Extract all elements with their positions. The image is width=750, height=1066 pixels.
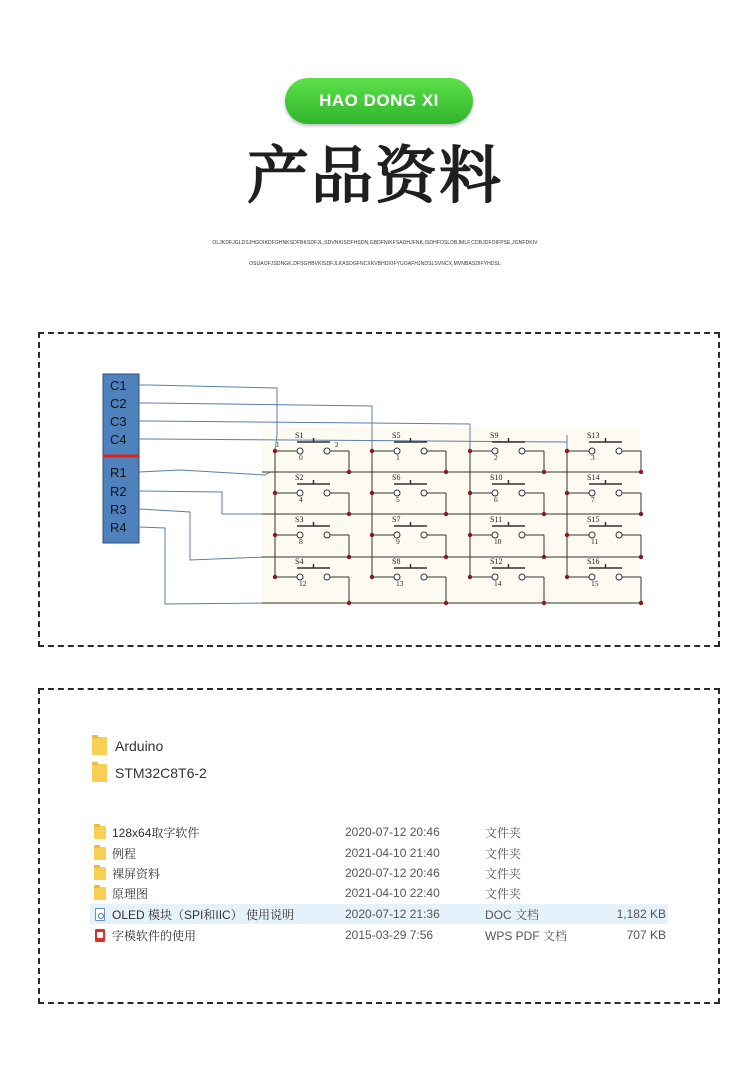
switch-contact: [616, 574, 622, 580]
switch-label: S15: [587, 515, 600, 524]
file-size: 1,182 KB: [616, 907, 666, 921]
switch-contact: [324, 448, 330, 454]
junction-node: [468, 533, 472, 537]
switch-pin-number: 0: [299, 453, 303, 462]
pin-label: 1: [276, 441, 280, 449]
switch-label: S8: [392, 557, 401, 566]
connector-pin-row: R3: [110, 502, 127, 517]
file-type: 文件夹: [485, 886, 522, 901]
connector-pin-col: C1: [110, 378, 127, 393]
switch-pin-number: 10: [494, 537, 502, 546]
folder-icon: [94, 867, 106, 880]
junction-node: [273, 575, 277, 579]
row-wire: [139, 527, 265, 604]
doc-file-icon: [95, 908, 105, 921]
switch-label: S14: [587, 473, 600, 482]
switch-pin-number: 13: [396, 579, 404, 588]
file-name: OLED 模块（SPI和IIC） 使用说明: [112, 907, 295, 922]
switch-pin-number: 15: [591, 579, 599, 588]
matrix-background: [262, 428, 640, 606]
switch-contact: [616, 448, 622, 454]
junction-node: [347, 470, 351, 474]
junction-node: [370, 533, 374, 537]
junction-node: [639, 512, 643, 516]
switch-label: S16: [587, 557, 600, 566]
junction-node: [639, 601, 643, 605]
fine-print-line-1: OLJKDFJGLDSJHGOIKDFGHNKSDFBKSDFJL,SDVNKISDFHSDN,GBDFNIKFSADHJFNK,ISDHFOSLDBJMLF.CDBJDFOIFPSE,JGNFDKIV: [212, 240, 538, 246]
row-wire: [139, 509, 265, 560]
switch-contact: [616, 490, 622, 496]
switch-pin-number: 9: [396, 537, 400, 546]
junction-node: [565, 491, 569, 495]
file-type: WPS PDF 文档: [485, 928, 568, 943]
switch-label: S3: [295, 515, 304, 524]
junction-node: [444, 601, 448, 605]
switch-label: S6: [392, 473, 401, 482]
file-row[interactable]: [90, 925, 668, 945]
switch-pin-number: 11: [591, 537, 599, 546]
junction-node: [444, 512, 448, 516]
junction-node: [542, 512, 546, 516]
file-name: 原理图: [112, 886, 149, 901]
junction-node: [444, 555, 448, 559]
file-row[interactable]: [90, 863, 668, 883]
switch-label: S1: [295, 431, 304, 440]
switch-contact: [519, 574, 525, 580]
brand-badge: HAO DONG XI: [285, 78, 473, 124]
file-name: 128x64取字软件: [112, 825, 200, 840]
file-type: DOC 文档: [485, 907, 540, 922]
folder-name: STM32C8T6-2: [115, 765, 207, 781]
file-date: 2021-04-10 22:40: [345, 886, 440, 900]
switch-pin-number: 14: [494, 579, 502, 588]
folder-icon: [94, 826, 106, 839]
junction-node: [273, 449, 277, 453]
switch-contact: [519, 448, 525, 454]
switch-pin-number: 1: [396, 453, 400, 462]
file-row[interactable]: [90, 883, 668, 903]
switch-pin-number: 7: [591, 495, 595, 504]
junction-node: [273, 491, 277, 495]
junction-node: [468, 575, 472, 579]
switch-contact: [421, 490, 427, 496]
junction-node: [370, 575, 374, 579]
file-type: 文件夹: [485, 866, 522, 881]
switch-label: S7: [392, 515, 401, 524]
switch-label: S13: [587, 431, 600, 440]
folder-icon: [92, 737, 107, 755]
connector-pin-row: R2: [110, 484, 127, 499]
switch-label: S11: [490, 515, 503, 524]
switch-label: S5: [392, 431, 401, 440]
pin-label: 2: [335, 441, 339, 449]
junction-node: [542, 601, 546, 605]
connector-pin-row: R1: [110, 465, 127, 480]
switch-contact: [421, 532, 427, 538]
switch-pin-number: 2: [494, 453, 498, 462]
junction-node: [542, 470, 546, 474]
connector-pin-col: C3: [110, 414, 127, 429]
file-date: 2020-07-12 20:46: [345, 825, 440, 839]
junction-node: [347, 555, 351, 559]
junction-node: [565, 575, 569, 579]
folder-icon: [92, 764, 107, 782]
column-wire: [139, 385, 277, 451]
file-name: 例程: [112, 846, 137, 861]
junction-node: [273, 533, 277, 537]
page-title: 产品资料: [246, 139, 503, 212]
file-date: 2020-07-12 21:36: [345, 907, 440, 921]
switch-pin-number: 4: [299, 495, 303, 504]
junction-node: [347, 512, 351, 516]
file-row-selected[interactable]: [90, 904, 668, 924]
file-size: 707 KB: [626, 928, 666, 942]
file-name: 裸屏资料: [112, 866, 161, 881]
switch-contact: [519, 532, 525, 538]
switch-pin-number: 3: [591, 453, 595, 462]
junction-node: [639, 470, 643, 474]
connector-pin-row: R4: [110, 520, 127, 535]
fine-print-line-2: OSUAOFJSDNGK,DFSGHBVKISDFJLKASDGFNCXKVBHDXIFYUOAFHJNDSLSVNCX,MVNBASDIFYHDSL: [249, 261, 501, 267]
folder-name: Arduino: [115, 738, 164, 754]
file-date: 2015-03-29 7:56: [345, 928, 434, 942]
junction-node: [370, 491, 374, 495]
switch-contact: [324, 532, 330, 538]
connector-pin-col: C2: [110, 396, 127, 411]
file-date: 2021-04-10 21:40: [345, 846, 440, 860]
switch-label: S9: [490, 431, 499, 440]
connector-pin-col: C4: [110, 432, 127, 447]
file-row[interactable]: [90, 822, 668, 842]
folder-icon: [94, 887, 106, 900]
switch-contact: [616, 532, 622, 538]
junction-node: [639, 555, 643, 559]
folder-icon: [94, 847, 106, 860]
pdf-file-icon: [95, 929, 105, 942]
top-folder-arduino[interactable]: [92, 737, 163, 755]
junction-node: [444, 470, 448, 474]
switch-label: S4: [295, 557, 304, 566]
junction-node: [565, 449, 569, 453]
junction-node: [565, 533, 569, 537]
switch-contact: [421, 574, 427, 580]
switch-pin-number: 8: [299, 537, 303, 546]
switch-pin-number: 12: [299, 579, 307, 588]
file-type: 文件夹: [485, 846, 522, 861]
switch-contact: [324, 574, 330, 580]
file-name: 字模软件的使用: [112, 928, 197, 943]
file-type: 文件夹: [485, 825, 522, 840]
switch-label: S12: [490, 557, 503, 566]
switch-contact: [421, 448, 427, 454]
switch-contact: [519, 490, 525, 496]
junction-node: [542, 555, 546, 559]
junction-node: [370, 449, 374, 453]
file-date: 2020-07-12 20:46: [345, 866, 440, 880]
file-row[interactable]: [90, 843, 668, 863]
junction-node: [468, 491, 472, 495]
switch-contact: [324, 490, 330, 496]
switch-label: S10: [490, 473, 503, 482]
junction-node: [468, 449, 472, 453]
junction-node: [347, 601, 351, 605]
switch-pin-number: 5: [396, 495, 400, 504]
switch-label: S2: [295, 473, 304, 482]
switch-pin-number: 6: [494, 495, 498, 504]
top-folder-stm32[interactable]: [92, 764, 207, 782]
row-wire: [139, 470, 270, 475]
